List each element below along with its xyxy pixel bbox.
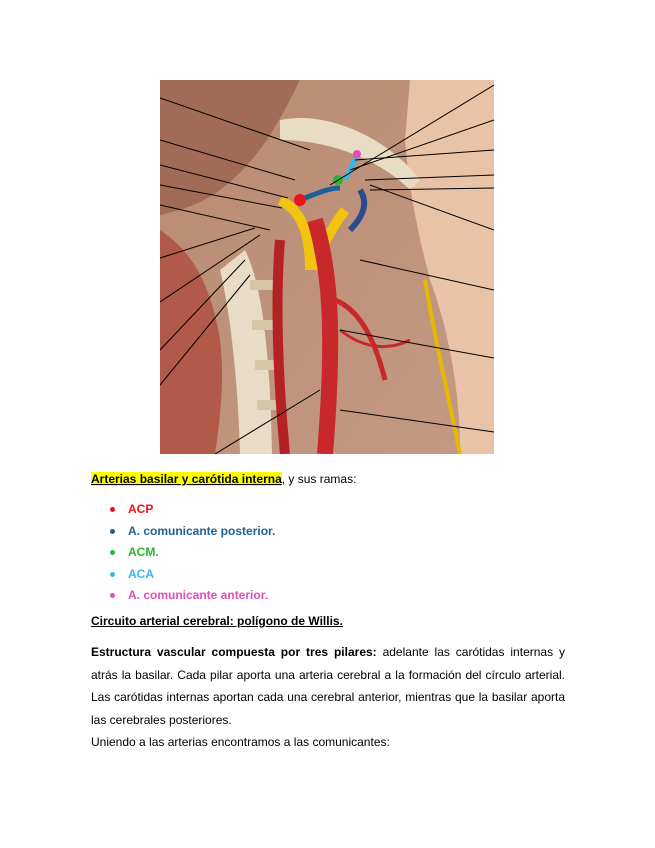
bullet-icon bbox=[110, 572, 115, 577]
branch-list bbox=[110, 500, 275, 608]
list-item bbox=[110, 522, 275, 544]
closing-line: Uniendo a las arterias encontramos a las comunicantes: bbox=[91, 735, 390, 749]
paragraph-bold: Estructura vascular compuesta por tres pilares: bbox=[91, 645, 377, 659]
intro-line bbox=[91, 472, 356, 486]
bullet-icon bbox=[110, 593, 115, 598]
intro-highlight: Arterias basilar y carótida interna bbox=[91, 472, 282, 486]
body-paragraph bbox=[91, 641, 565, 731]
list-item bbox=[110, 500, 275, 522]
list-item bbox=[110, 543, 275, 565]
section-title: Circuito arterial cerebral: polígono de Willis. bbox=[91, 614, 343, 628]
anatomy-figure bbox=[160, 80, 494, 454]
anatomy-illustration bbox=[160, 80, 494, 454]
branch-label: A. comunicante posterior. bbox=[128, 523, 276, 538]
paragraph-text: adelante las carótidas internas y atrás la basilar. Cada pilar aporta una arteria cerebral a la formación del círculo arterial. Las carótidas internas aportan cada una cerebral anterior, mientras que la basilar aporta las cerebrales posteriores. bbox=[91, 645, 565, 727]
branch-label: ACM. bbox=[128, 545, 159, 559]
bullet-icon bbox=[110, 550, 115, 555]
bullet-icon bbox=[110, 529, 115, 534]
branch-label: ACA bbox=[128, 566, 154, 581]
branch-label: A. comunicante anterior. bbox=[128, 588, 269, 602]
intro-rest: , y sus ramas: bbox=[281, 472, 357, 486]
list-item bbox=[110, 586, 275, 608]
branch-label: ACP bbox=[128, 502, 154, 516]
list-item bbox=[110, 565, 275, 587]
bullet-icon bbox=[110, 507, 115, 512]
